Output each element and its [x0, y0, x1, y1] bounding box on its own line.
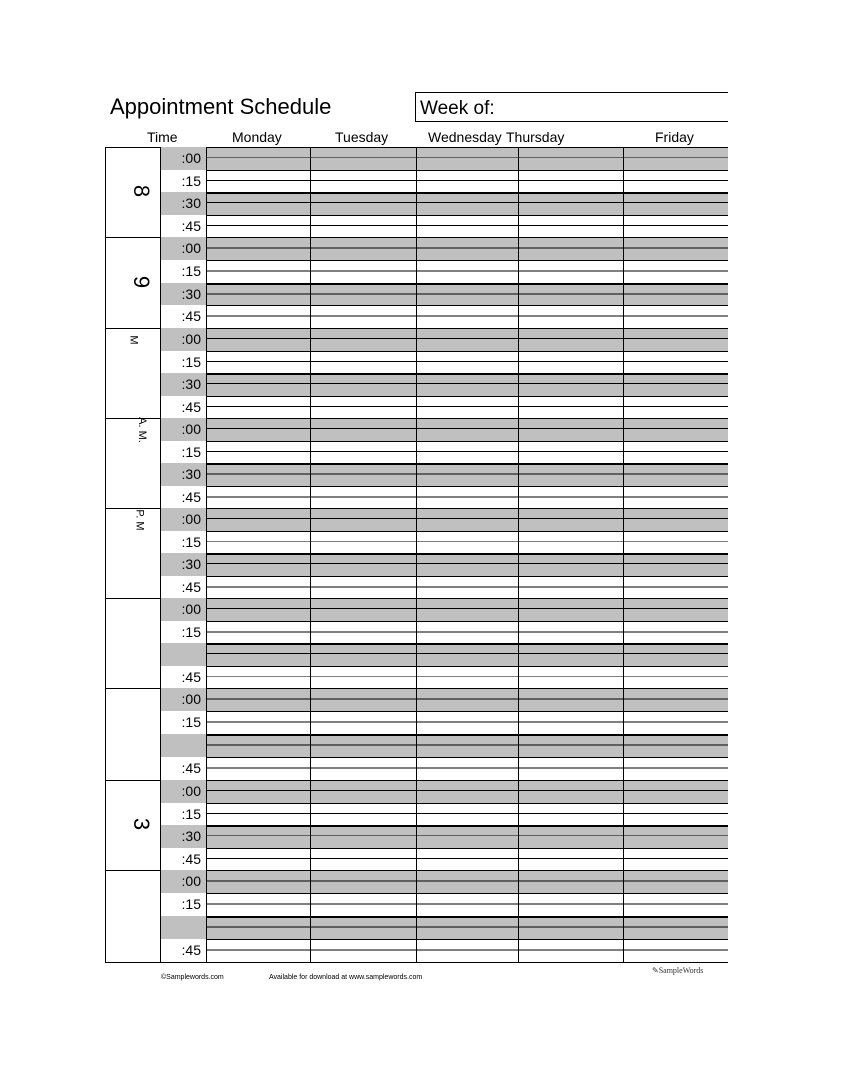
samplewords-logo — [652, 966, 703, 975]
appointment-cell[interactable] — [623, 215, 728, 238]
appointment-cell[interactable] — [416, 803, 518, 826]
appointment-cell[interactable] — [518, 916, 623, 939]
appointment-cell[interactable] — [310, 373, 416, 396]
slot-divider — [206, 463, 728, 465]
time-slot-label: :15 — [160, 711, 206, 734]
appointment-cell[interactable] — [518, 576, 623, 599]
appointment-cell[interactable] — [623, 870, 728, 893]
appointment-cell[interactable] — [623, 441, 728, 464]
appointment-cell[interactable] — [623, 598, 728, 621]
appointment-cell[interactable] — [310, 939, 416, 962]
appointment-cell[interactable] — [518, 621, 623, 644]
appointment-cell[interactable] — [623, 463, 728, 486]
appointment-cell[interactable] — [310, 780, 416, 803]
slot-divider — [206, 305, 728, 306]
appointment-cell[interactable] — [416, 711, 518, 734]
time-slot-label: :30 — [160, 825, 206, 848]
appointment-cell[interactable] — [206, 192, 310, 215]
appointment-cell[interactable] — [206, 147, 310, 170]
appointment-cell[interactable] — [206, 305, 310, 328]
appointment-cell[interactable] — [310, 260, 416, 283]
appointment-cell[interactable] — [310, 441, 416, 464]
appointment-cell[interactable] — [623, 553, 728, 576]
appointment-cell[interactable] — [623, 260, 728, 283]
time-slot-label — [160, 734, 206, 757]
slot-divider — [206, 215, 728, 216]
appointment-cell[interactable] — [206, 916, 310, 939]
appointment-cell[interactable] — [310, 305, 416, 328]
appointment-cell[interactable] — [623, 508, 728, 531]
appointment-cell[interactable] — [310, 893, 416, 916]
appointment-cell[interactable] — [623, 576, 728, 599]
appointment-cell[interactable] — [206, 283, 310, 306]
appointment-cell[interactable] — [310, 598, 416, 621]
appointment-cell[interactable] — [623, 147, 728, 170]
time-slot-label: :30 — [160, 553, 206, 576]
appointment-cell[interactable] — [623, 283, 728, 306]
appointment-cell[interactable] — [518, 734, 623, 757]
appointment-cell[interactable] — [518, 170, 623, 193]
appointment-cell[interactable] — [518, 688, 623, 711]
am-pm-label: A. M. — [135, 417, 148, 443]
time-slot-label: :15 — [160, 441, 206, 464]
appointment-cell[interactable] — [206, 508, 310, 531]
hour-block — [105, 688, 160, 780]
appointment-cell[interactable] — [206, 215, 310, 238]
appointment-cell[interactable] — [310, 825, 416, 848]
slot-divider — [206, 328, 728, 329]
slot-divider — [206, 441, 728, 442]
appointment-cell[interactable] — [623, 803, 728, 826]
time-slot-label: :15 — [160, 803, 206, 826]
appointment-cell[interactable] — [416, 237, 518, 260]
appointment-cell[interactable] — [518, 486, 623, 509]
appointment-cell[interactable] — [416, 734, 518, 757]
time-slot-label: :15 — [160, 170, 206, 193]
appointment-cell[interactable] — [206, 373, 310, 396]
appointment-cell[interactable] — [416, 916, 518, 939]
appointment-cell[interactable] — [518, 237, 623, 260]
appointment-cell[interactable] — [623, 621, 728, 644]
appointment-cell[interactable] — [310, 396, 416, 419]
slot-divider — [206, 553, 728, 555]
appointment-cell[interactable] — [518, 711, 623, 734]
appointment-cell[interactable] — [310, 463, 416, 486]
time-slot-label: :15 — [160, 351, 206, 374]
appointment-cell[interactable] — [518, 825, 623, 848]
appointment-cell[interactable] — [416, 260, 518, 283]
slot-divider — [206, 939, 728, 940]
grid-bottom-line — [105, 962, 728, 963]
appointment-cell[interactable] — [623, 688, 728, 711]
appointment-cell[interactable] — [518, 215, 623, 238]
appointment-cell[interactable] — [206, 621, 310, 644]
appointment-cell[interactable] — [623, 848, 728, 871]
appointment-cell[interactable] — [310, 848, 416, 871]
hour-block — [105, 418, 160, 508]
appointment-cell[interactable] — [416, 147, 518, 170]
appointment-cell[interactable] — [310, 870, 416, 893]
appointment-cell[interactable] — [206, 351, 310, 374]
appointment-cell[interactable] — [206, 870, 310, 893]
hour-block — [105, 598, 160, 688]
appointment-cell[interactable] — [416, 373, 518, 396]
appointment-cell[interactable] — [310, 192, 416, 215]
appointment-cell[interactable] — [623, 351, 728, 374]
appointment-cell[interactable] — [416, 192, 518, 215]
appointment-cell[interactable] — [310, 757, 416, 780]
appointment-cell[interactable] — [623, 418, 728, 441]
appointment-cell[interactable] — [206, 463, 310, 486]
appointment-cell[interactable] — [518, 192, 623, 215]
appointment-cell[interactable] — [518, 508, 623, 531]
time-slot-label: :45 — [160, 215, 206, 238]
appointment-cell[interactable] — [623, 486, 728, 509]
time-slot-label: :00 — [160, 598, 206, 621]
appointment-cell[interactable] — [206, 757, 310, 780]
appointment-cell[interactable] — [416, 780, 518, 803]
time-slot-label: :00 — [160, 418, 206, 441]
time-slot-label: :15 — [160, 893, 206, 916]
appointment-cell[interactable] — [310, 711, 416, 734]
hour-block — [105, 870, 160, 962]
slot-divider — [206, 803, 728, 804]
slot-divider — [206, 848, 728, 849]
appointment-cell[interactable] — [623, 825, 728, 848]
appointment-cell[interactable] — [206, 418, 310, 441]
appointment-cell[interactable] — [623, 916, 728, 939]
footer-copyright: ©Samplewords.com — [161, 974, 224, 981]
appointment-cell[interactable] — [310, 283, 416, 306]
hour-label: 8 — [129, 184, 154, 198]
appointment-cell[interactable] — [623, 237, 728, 260]
appointment-cell[interactable] — [518, 870, 623, 893]
appointment-cell[interactable] — [518, 463, 623, 486]
appointment-cell[interactable] — [518, 260, 623, 283]
time-slot-label: :45 — [160, 305, 206, 328]
slot-divider — [206, 576, 728, 577]
appointment-cell[interactable] — [416, 688, 518, 711]
page-title: Appointment Schedule — [110, 94, 332, 119]
appointment-cell[interactable] — [206, 803, 310, 826]
appointment-cell[interactable] — [206, 643, 310, 666]
time-slot-label: :15 — [160, 260, 206, 283]
appointment-cell[interactable] — [206, 486, 310, 509]
slot-divider — [206, 531, 728, 532]
appointment-cell[interactable] — [623, 170, 728, 193]
slot-divider — [206, 418, 728, 419]
appointment-cell[interactable] — [206, 734, 310, 757]
appointment-cell[interactable] — [416, 893, 518, 916]
time-slot-label: :45 — [160, 576, 206, 599]
appointment-cell[interactable] — [416, 463, 518, 486]
slot-divider — [206, 237, 728, 238]
hour-label: 9 — [129, 275, 154, 288]
time-slot-label: :30 — [160, 373, 206, 396]
appointment-cell[interactable] — [416, 825, 518, 848]
appointment-cell[interactable] — [310, 688, 416, 711]
appointment-cell[interactable] — [518, 780, 623, 803]
appointment-cell[interactable] — [623, 643, 728, 666]
appointment-cell[interactable] — [416, 939, 518, 962]
appointment-cell[interactable] — [206, 328, 310, 351]
appointment-cell[interactable] — [310, 508, 416, 531]
time-slot-label — [160, 916, 206, 939]
appointment-cell[interactable] — [623, 734, 728, 757]
header-time: Time — [147, 129, 178, 145]
appointment-cell[interactable] — [518, 553, 623, 576]
appointment-cell[interactable] — [206, 170, 310, 193]
time-slot-label: :15 — [160, 621, 206, 644]
time-slot-label — [160, 643, 206, 666]
appointment-cell[interactable] — [518, 373, 623, 396]
appointment-cell[interactable] — [206, 666, 310, 689]
appointment-cell[interactable] — [623, 192, 728, 215]
header-thursday: Thursday — [506, 129, 565, 145]
appointment-cell[interactable] — [518, 351, 623, 374]
time-slot-label: :00 — [160, 870, 206, 893]
appointment-cell[interactable] — [206, 553, 310, 576]
appointment-cell[interactable] — [310, 916, 416, 939]
appointment-cell[interactable] — [310, 351, 416, 374]
appointment-cell[interactable] — [518, 441, 623, 464]
appointment-cell[interactable] — [206, 893, 310, 916]
hour-label: 3 — [129, 817, 154, 831]
appointment-cell[interactable] — [416, 553, 518, 576]
am-pm-label: P. M — [133, 509, 146, 531]
slot-divider — [206, 192, 728, 194]
appointment-cell[interactable] — [416, 598, 518, 621]
appointment-cell[interactable] — [623, 666, 728, 689]
appointment-cell[interactable] — [416, 508, 518, 531]
appointment-cell[interactable] — [310, 328, 416, 351]
slot-divider — [206, 893, 728, 894]
time-slot-label: :15 — [160, 531, 206, 554]
appointment-cell[interactable] — [518, 893, 623, 916]
time-slot-label: :30 — [160, 283, 206, 306]
appointment-cell[interactable] — [623, 305, 728, 328]
appointment-cell[interactable] — [518, 666, 623, 689]
appointment-cell[interactable] — [518, 328, 623, 351]
appointment-cell[interactable] — [416, 621, 518, 644]
appointment-cell[interactable] — [310, 531, 416, 554]
slot-divider — [206, 688, 728, 689]
header-friday: Friday — [655, 129, 694, 145]
time-slot-label: :45 — [160, 486, 206, 509]
time-slot-label: :00 — [160, 328, 206, 351]
appointment-cell[interactable] — [518, 396, 623, 419]
appointment-cell[interactable] — [310, 621, 416, 644]
appointment-cell[interactable] — [623, 711, 728, 734]
appointment-cell[interactable] — [416, 870, 518, 893]
appointment-cell[interactable] — [518, 147, 623, 170]
slot-divider — [206, 396, 728, 397]
appointment-cell[interactable] — [416, 351, 518, 374]
appointment-cell[interactable] — [206, 711, 310, 734]
appointment-cell[interactable] — [518, 531, 623, 554]
appointment-cell[interactable] — [518, 643, 623, 666]
time-slot-label: :00 — [160, 237, 206, 260]
header-monday: Monday — [232, 129, 282, 145]
time-slot-label: :45 — [160, 848, 206, 871]
appointment-cell[interactable] — [518, 757, 623, 780]
appointment-cell[interactable] — [623, 939, 728, 962]
appointment-cell[interactable] — [623, 396, 728, 419]
appointment-cell[interactable] — [623, 531, 728, 554]
appointment-cell[interactable] — [416, 170, 518, 193]
appointment-cell[interactable] — [206, 825, 310, 848]
schedule-grid — [105, 147, 728, 962]
appointment-cell[interactable] — [206, 396, 310, 419]
slot-divider — [206, 643, 728, 645]
time-slot-label: :00 — [160, 147, 206, 170]
time-slot-label: :45 — [160, 939, 206, 962]
slot-divider — [206, 666, 728, 667]
appointment-cell[interactable] — [416, 396, 518, 419]
appointment-cell[interactable] — [310, 803, 416, 826]
appointment-cell[interactable] — [416, 666, 518, 689]
appointment-cell[interactable] — [416, 486, 518, 509]
slot-divider — [206, 508, 728, 509]
appointment-cell[interactable] — [416, 283, 518, 306]
am-pm-label: M — [127, 335, 140, 345]
appointment-cell[interactable] — [416, 576, 518, 599]
appointment-cell[interactable] — [310, 643, 416, 666]
appointment-cell[interactable] — [416, 328, 518, 351]
appointment-cell[interactable] — [310, 734, 416, 757]
appointment-cell[interactable] — [310, 553, 416, 576]
time-slot-label: :45 — [160, 396, 206, 419]
appointment-cell[interactable] — [310, 486, 416, 509]
appointment-cell[interactable] — [416, 418, 518, 441]
slot-divider — [206, 147, 728, 148]
appointment-cell[interactable] — [518, 283, 623, 306]
week-of-field[interactable] — [415, 92, 728, 122]
appointment-cell[interactable] — [623, 328, 728, 351]
slot-divider — [206, 711, 728, 712]
slot-divider — [206, 260, 728, 261]
time-slot-label: :00 — [160, 780, 206, 803]
appointment-cell[interactable] — [416, 848, 518, 871]
appointment-cell[interactable] — [206, 531, 310, 554]
appointment-cell[interactable] — [206, 688, 310, 711]
appointment-cell[interactable] — [623, 780, 728, 803]
appointment-cell[interactable] — [623, 757, 728, 780]
appointment-cell[interactable] — [518, 803, 623, 826]
slot-divider — [206, 916, 728, 918]
appointment-cell[interactable] — [206, 780, 310, 803]
slot-divider — [206, 780, 728, 781]
header-wednesday: Wednesday — [428, 129, 502, 145]
appointment-cell[interactable] — [206, 939, 310, 962]
week-of-label: Week of: — [420, 98, 495, 119]
appointment-cell[interactable] — [310, 576, 416, 599]
slot-divider — [206, 373, 728, 375]
appointment-cell[interactable] — [310, 666, 416, 689]
logo-text: SampleWords — [658, 966, 704, 975]
appointment-cell[interactable] — [518, 418, 623, 441]
slot-divider — [206, 621, 728, 622]
appointment-cell[interactable] — [518, 305, 623, 328]
appointment-cell[interactable] — [206, 576, 310, 599]
appointment-cell[interactable] — [416, 643, 518, 666]
appointment-cell[interactable] — [416, 215, 518, 238]
slot-divider — [206, 283, 728, 285]
appointment-cell[interactable] — [416, 441, 518, 464]
time-slot-label: :45 — [160, 666, 206, 689]
slot-divider — [206, 734, 728, 736]
appointment-cell[interactable] — [310, 215, 416, 238]
appointment-cell[interactable] — [518, 848, 623, 871]
time-slot-label: :00 — [160, 688, 206, 711]
appointment-cell[interactable] — [310, 170, 416, 193]
header-tuesday: Tuesday — [335, 129, 389, 145]
time-slot-label: :30 — [160, 192, 206, 215]
appointment-cell[interactable] — [206, 260, 310, 283]
slot-divider — [206, 598, 728, 599]
appointment-cell[interactable] — [310, 237, 416, 260]
appointment-cell[interactable] — [206, 848, 310, 871]
appointment-cell[interactable] — [206, 237, 310, 260]
slot-divider — [206, 825, 728, 827]
appointment-cell[interactable] — [623, 893, 728, 916]
appointment-cell[interactable] — [206, 441, 310, 464]
appointment-cell[interactable] — [416, 757, 518, 780]
appointment-cell[interactable] — [518, 598, 623, 621]
hour-block — [105, 508, 160, 598]
appointment-cell[interactable] — [623, 373, 728, 396]
slot-divider — [206, 486, 728, 487]
slot-divider — [206, 170, 728, 171]
slot-divider — [206, 351, 728, 352]
appointment-cell[interactable] — [206, 598, 310, 621]
time-slot-label: :45 — [160, 757, 206, 780]
appointment-cell[interactable] — [416, 305, 518, 328]
appointment-cell[interactable] — [310, 418, 416, 441]
appointment-cell[interactable] — [416, 531, 518, 554]
time-slot-label: :30 — [160, 463, 206, 486]
slot-divider — [206, 870, 728, 871]
pen-icon: ✎ — [652, 966, 659, 975]
time-slot-label: :00 — [160, 508, 206, 531]
footer-download: Available for download at www.samplewords.com — [269, 974, 423, 981]
appointment-cell[interactable] — [310, 147, 416, 170]
slot-divider — [206, 757, 728, 758]
appointment-cell[interactable] — [518, 939, 623, 962]
